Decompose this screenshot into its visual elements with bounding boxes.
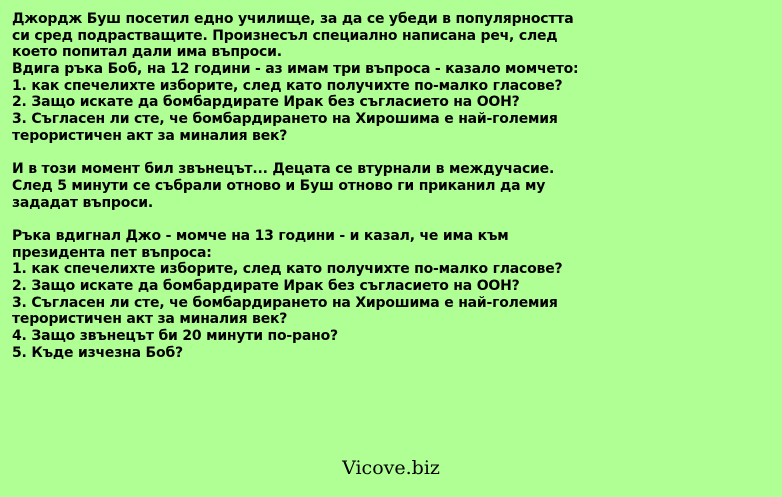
text-line: 2. Защо искате да бомбардирате Ирак без съгласието на ООН? xyxy=(12,278,520,294)
text-line: 1. как спечелихте изборите, след като получихте по-малко гласове? xyxy=(12,261,563,278)
site-footer xyxy=(0,457,782,479)
text-line: 4. Защо звънецът би 20 минути по-рано? xyxy=(12,328,338,345)
joke-text xyxy=(12,11,772,361)
paragraph-gap xyxy=(12,145,772,162)
text-line: След 5 минути се събрали отново и Буш отново ги приканил да му xyxy=(12,177,546,194)
paragraph-3 xyxy=(12,228,772,362)
text-line: което попитал дали има въпроси. xyxy=(12,44,282,61)
text-line: И в този момент бил звънецът... Децата се втурнали в междучасие. xyxy=(12,161,555,178)
text-line: 3. Съгласен ли сте, че бомбардирането на Хирошима е най-големия xyxy=(12,294,558,311)
text-line: зададат въпроси. xyxy=(12,194,153,211)
paragraph-1 xyxy=(12,11,772,145)
paragraph-gap xyxy=(12,211,772,228)
paragraph-2 xyxy=(12,161,772,211)
text-line: Джордж Буш посетил едно училище, за да се убеди в популярността xyxy=(12,11,574,27)
text-line: 1. как спечелихте изборите, след като получихте по-малко гласове? xyxy=(12,77,563,94)
text-line: Вдига ръка Боб, на 12 години - аз имам три въпроса - казало момчето: xyxy=(12,61,579,78)
text-line: президента пет въпроса: xyxy=(12,244,212,261)
text-line: 3. Съгласен ли сте, че бомбардирането на Хирошима е най-големия xyxy=(12,111,558,128)
text-line: терористичен акт за миналия век? xyxy=(12,127,288,144)
text-line: терористичен акт за миналия век? xyxy=(12,311,288,328)
text-line: 2. Защо искате да бомбардирате Ирак без съгласието на ООН? xyxy=(12,94,520,111)
site-name[interactable]: Vicove.biz xyxy=(342,457,440,479)
text-line: си сред подрастващите. Произнесъл специално написана реч, след xyxy=(12,27,558,44)
text-line: 5. Къде изчезна Боб? xyxy=(12,344,183,361)
text-line: Ръка вдигнал Джо - момче на 13 години - и казал, че има към xyxy=(12,227,509,244)
